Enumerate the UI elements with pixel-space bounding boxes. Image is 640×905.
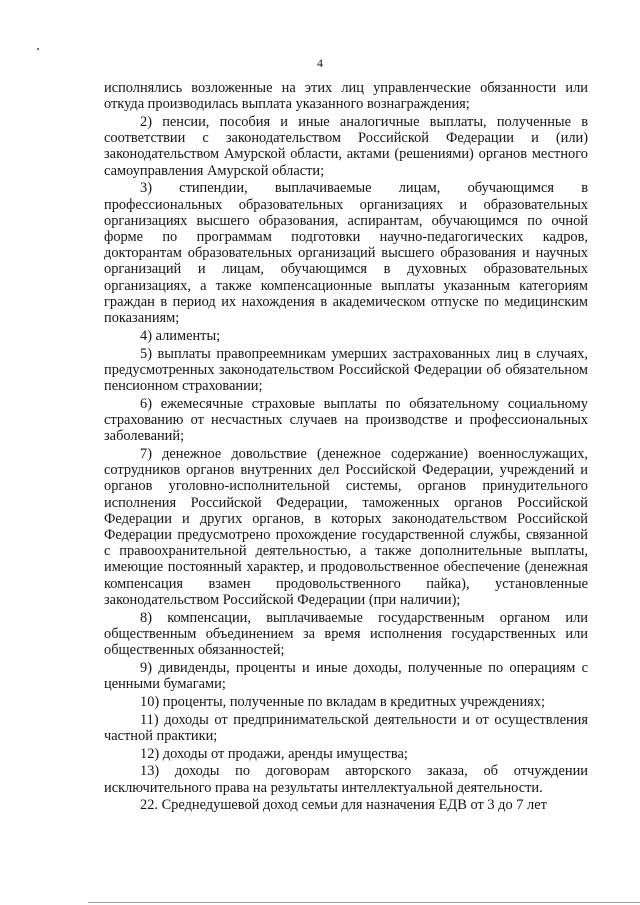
paragraph-item-12: 12) доходы от продажи, аренды имущества; [140,745,408,762]
paragraph-item-9: 9) дивиденды, проценты и иные доходы, полученные по операциям с ценными бумагами; [104,659,588,693]
paragraph-item-2: 2) пенсии, пособия и иные аналогичные выплаты, полученные в соответствии с законодательством Российской Федерации и (или) законодательством Амурской области, актами (решениями) органов местного самоуправления Амурской области; [104,114,588,179]
page-number: 4 [317,56,323,70]
paragraph-continuation: исполнялись возложенные на этих лиц управленческие обязанности или откуда производилась выплата указанного вознаграждения; [104,80,588,113]
paragraph-item-5: 5) выплаты правопреемникам умерших застрахованных лиц в случаях, предусмотренных законодательством Российской Федерации об обязательном пенсионном страховании; [104,345,588,395]
scan-speck [37,48,39,50]
paragraph-item-8: 8) компенсации, выплачиваемые государственным органом или общественным объединением за время исполнения государственных или общественных обязанностей; [104,609,588,659]
paragraph-item-6: 6) ежемесячные страховые выплаты по обязательному социальному страхованию от несчастных случаев на производстве и профессиональных заболеваний; [104,395,588,445]
document-body [104,80,588,815]
paragraph-item-10: 10) проценты, полученные по вкладам в кредитных учреждениях; [140,693,545,710]
paragraph-item-13: 13) доходы по договорам авторского заказа, об отчуждении исключительного права на результаты интеллектуальной деятельности. [104,763,588,796]
paragraph-item-11: 11) доходы от предпринимательской деятельности и от осуществления частной практики; [104,711,588,744]
paragraph-item-3: 3) стипендии, выплачиваемые лицам, обучающимся в профессиональных образовательных организациях и образовательных организациях высшего образования, аспирантам, обучающимся по очной форме по программам подготовки научно-педагогических кадров, докторантам образовательных организаций высшего образования и научных организаций и лицам, обучающимся в духовных образовательных организациях, а также компенсационные выплаты указанным категориям граждан в период их нахождения в академическом отпуске по медицинским показаниям; [104,180,588,327]
scan-edge-line [88,902,640,903]
paragraph-item-4: 4) алименты; [140,327,221,344]
paragraph-section-22: 22. Среднедушевой доход семьи для назначения ЕДВ от 3 до 7 лет [140,797,547,814]
paragraph-item-7: 7) денежное довольствие (денежное содержание) военнослужащих, сотрудников органов внутренних дел Российской Федерации, учреждений и органов уголовно-исполнительной системы, органов принудительного исполнения Российской Федерации, таможенных органов Российской Федерации и других органов, в которых законодательством Российской Федерации предусмотрено прохождение государственной службы, связанной с правоохранительной деятельностью, а также дополнительные выплаты, имеющие постоянный характер, и продовольственное обеспечение (денежная компенсация взамен продовольственного пайка), установленные законодательством Российской Федерации (при наличии); [104,446,588,608]
